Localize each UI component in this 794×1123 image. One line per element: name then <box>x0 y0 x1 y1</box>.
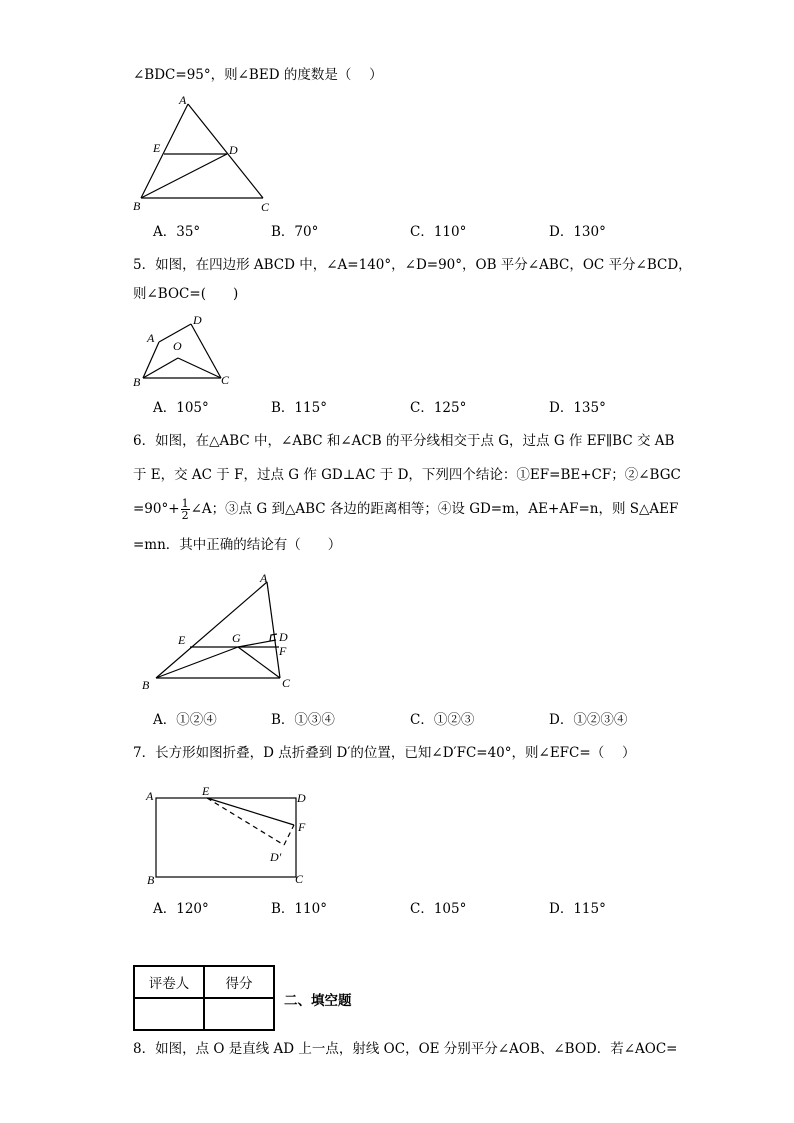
q6-figure <box>140 568 310 693</box>
q6-label-c: C <box>282 676 291 690</box>
q5-option-a[interactable]: A．105° <box>153 400 209 416</box>
q7-stem: 7．长方形如图折叠，D 点折叠到 D′的位置，已知∠D′FC=40°，则∠EFC=（ ） <box>133 745 636 761</box>
score-table-header-score: 得分 <box>204 966 274 998</box>
q6-option-c[interactable]: C．①②③ <box>410 712 475 728</box>
q7-option-c[interactable]: C．105° <box>410 901 467 917</box>
q6-stem-line4: =mn．其中正确的结论有（ ） <box>133 537 342 553</box>
q6-stem-line3 <box>133 496 678 522</box>
q7-figure <box>144 786 324 886</box>
q5-option-c[interactable]: C．125° <box>410 400 467 416</box>
q5-label-o: O <box>173 339 182 353</box>
q7-option-a[interactable]: A．120° <box>153 901 209 917</box>
score-table <box>133 965 275 1031</box>
fraction-half <box>181 498 190 521</box>
score-table-header-reviewer: 评卷人 <box>134 966 204 998</box>
q7-label-e: E <box>202 784 210 798</box>
q6-option-a[interactable]: A．①②④ <box>153 712 217 728</box>
q7-label-f: F <box>298 820 306 834</box>
q5-stem-line1: 5．如图，在四边形 ABCD 中，∠A=140°，∠D=90°，OB 平分∠ABC，OC 平分∠BCD， <box>133 257 692 273</box>
q7-option-b[interactable]: B．110° <box>271 901 327 917</box>
q4-option-d[interactable]: D．130° <box>549 224 606 240</box>
q6-option-b[interactable]: B．①③④ <box>271 712 335 728</box>
q6-label-g: G <box>232 631 241 645</box>
q7-option-d[interactable]: D．115° <box>549 901 606 917</box>
fraction-denominator: 2 <box>181 509 189 522</box>
q4-stem: ∠BDC=95°，则∠BED 的度数是（ ） <box>133 67 383 83</box>
q7-label-d: D <box>297 791 306 805</box>
q4-label-e: E <box>153 141 161 155</box>
q4-label-c: C <box>261 200 270 214</box>
q6-stem-line2: 于 E，交 AC 于 F，过点 G 作 GD⊥AC 于 D，下列四个结论：①EF=BE+CF；②∠BGC <box>133 467 681 483</box>
q7-label-b: B <box>147 873 155 887</box>
section-title: 二、填空题 <box>284 993 352 1009</box>
q6-label-e: E <box>178 633 186 647</box>
q6-label-a: A <box>260 571 268 585</box>
q8-stem: 8．如图，点 O 是直线 AD 上一点，射线 OC，OE 分别平分∠AOB、∠BOD．若∠AOC= <box>133 1041 678 1057</box>
q4-figure <box>133 94 273 214</box>
q4-label-d: D <box>229 143 238 157</box>
q4-option-b[interactable]: B．70° <box>271 224 319 240</box>
score-table-reviewer-cell[interactable] <box>134 998 204 1030</box>
q5-figure <box>133 312 243 387</box>
q6-label-b: B <box>142 678 150 692</box>
q4-label-b: B <box>133 199 141 213</box>
q6-label-f: F <box>279 644 287 658</box>
fraction-numerator: 1 <box>181 497 189 510</box>
q5-label-d: D <box>193 313 202 327</box>
q5-option-d[interactable]: D．135° <box>549 400 606 416</box>
q6-label-d: D <box>279 630 288 644</box>
q4-label-a: A <box>179 93 187 107</box>
q5-label-c: C <box>221 373 230 387</box>
q6-stem-line1: 6．如图，在△ABC 中，∠ABC 和∠ACB 的平分线相交于点 G，过点 G 作 EF∥BC 交 AB <box>133 433 675 449</box>
q4-option-a[interactable]: A．35° <box>153 224 201 240</box>
q7-label-d-prime: D′ <box>270 850 282 864</box>
q6-stem-line3-post: ∠A；③点 G 到△ABC 各边的距离相等；④设 GD=m，AE+AF=n，则 S△AEF <box>190 501 679 517</box>
q7-label-c: C <box>295 872 304 886</box>
q5-stem-line2: 则∠BOC=( ) <box>133 286 239 302</box>
q5-option-b[interactable]: B．115° <box>271 400 327 416</box>
q5-label-a: A <box>147 331 155 345</box>
q6-stem-line3-pre: =90°+ <box>133 501 180 517</box>
q4-option-c[interactable]: C．110° <box>410 224 467 240</box>
q7-label-a: A <box>146 789 154 803</box>
q6-option-d[interactable]: D．①②③④ <box>549 712 628 728</box>
q5-label-b: B <box>133 375 141 389</box>
score-table-score-cell[interactable] <box>204 998 274 1030</box>
